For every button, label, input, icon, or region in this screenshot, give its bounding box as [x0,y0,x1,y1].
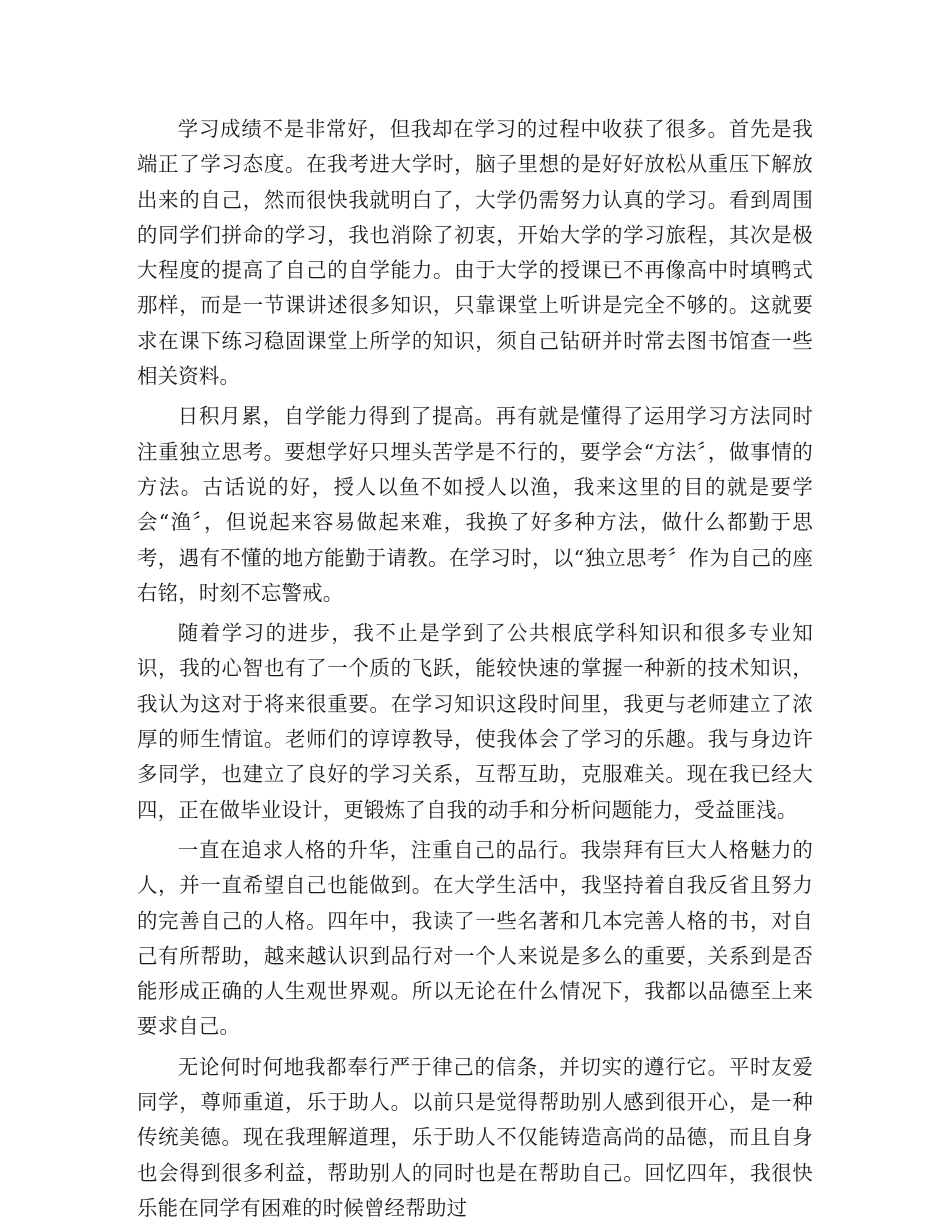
paragraph: 学习成绩不是非常好，但我却在学习的过程中收获了很多。首先是我端正了学习态度。在我考进大学时，脑子里想的是好好放松从重压下解放出来的自己，然而很快我就明白了，大学仍需努力认真的学习。看到周围的同学们拼命的学习，我也消除了初衷，开始大学的学习旅程，其次是极大程度的提高了自己的自学能力。由于大学的授课已不再像高中时填鸭式那样，而是一节课讲述很多知识，只靠课堂上听讲是完全不够的。这就要求在课下练习稳固课堂上所学的知识，须自己钻研并时常去图书馆查一些相关资料。 [137,117,813,389]
paragraph: 随着学习的进步，我不止是学到了公共根底学科知识和很多专业知识，我的心智也有了一个质的飞跃，能较快速的掌握一种新的技术知识，我认为这对于将来很重要。在学习知识这段时间里，我更与老师建立了浓厚的师生情谊。老师们的谆谆教导，使我体会了学习的乐趣。我与身边许多同学，也建立了良好的学习关系，互帮互助，克服难关。现在我已经大四，正在做毕业设计，更锻炼了自我的动手和分析问题能力，受益匪浅。 [137,621,813,822]
paragraph: 日积月累，自学能力得到了提高。再有就是懂得了运用学习方法同时注重独立思考。要想学好只埋头苦学是不行的，要学会“方法〞，做事情的方法。古话说的好，授人以鱼不如授人以渔，我来这里的目的就是要学会“渔〞，但说起来容易做起来难，我换了好多种方法，做什么都勤于思考，遇有不懂的地方能勤于请教。在学习时，以“独立思考〞作为自己的座右铭，时刻不忘警戒。 [137,404,813,605]
paragraph: 无论何时何地我都奉行严于律己的信条，并切实的遵行它。平时友爱同学，尊师重道，乐于助人。以前只是觉得帮助别人感到很开心，是一种传统美德。现在我理解道理，乐于助人不仅能铸造高尚的品德，而且自身也会得到很多利益，帮助别人的同时也是在帮助自己。回忆四年，我很快乐能在同学有困难的时候曾经帮助过 [137,1054,813,1220]
paragraph: 一直在追求人格的升华，注重自己的品行。我崇拜有巨大人格魅力的人，并一直希望自己也能做到。在大学生活中，我坚持着自我反省且努力的完善自己的人格。四年中，我读了一些名著和几本完善人格的书，对自己有所帮助，越来越认识到品行对一个人来说是多么的重要，关系到是否能形成正确的人生观世界观。所以无论在什么情况下，我都以品德至上来要求自己。 [137,837,813,1039]
document-body [137,112,813,1231]
